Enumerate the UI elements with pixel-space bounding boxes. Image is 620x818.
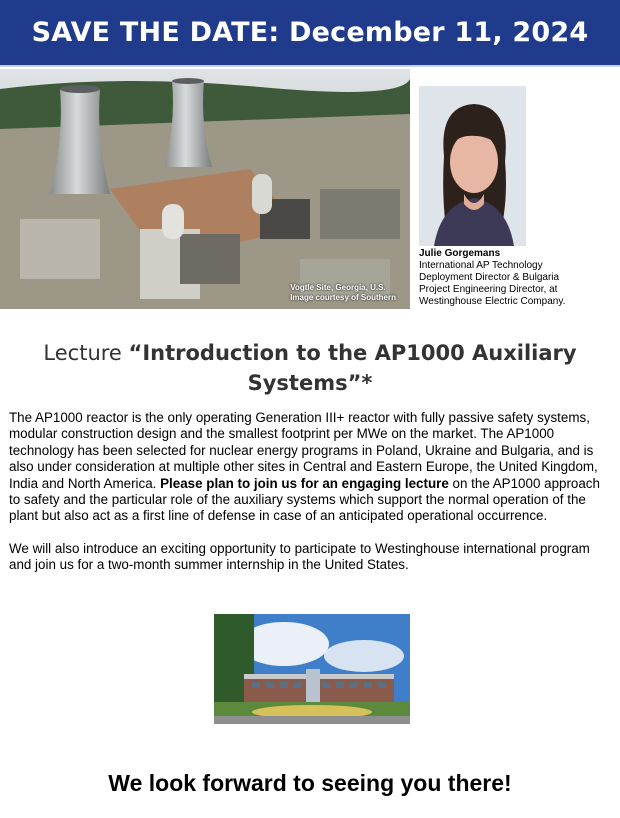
speaker-title-line: Deployment Director & Bulgaria (419, 272, 560, 283)
speaker-info (419, 248, 614, 308)
p1-text-start: The AP1000 reactor is the only operating Generation III+ reactor with fully passive safety systems, modular construction design and the smallest footprint per MWe on the market. The AP1000 technology has been selected for nuclear energy programs in Poland, Ukraine and Bulgaria, and is also under consideration at multiple other sites in Central and Eastern Europe, the United Kingdom, India and North America. (9, 410, 598, 491)
lecture-prefix: Lecture (43, 341, 129, 365)
description-paragraph (9, 410, 613, 525)
p1-call-to-action: Please plan to join us for an engaging lecture (160, 475, 449, 491)
save-the-date-banner (0, 0, 620, 67)
closing-message: We look forward to seeing you there! (108, 770, 512, 796)
lecture-name: “Introduction to the AP1000 Auxiliary Systems”* (128, 341, 577, 395)
speaker-title-line: Project Engineering Director, at (419, 284, 558, 295)
event-description (9, 410, 613, 590)
plant-photo-caption (290, 283, 396, 303)
speaker-title-line: International AP Technology (419, 260, 543, 271)
internship-paragraph: We will also introduce an exciting opportunity to participate to Westinghouse international program and join us for a two-month summer internship in the United States. (9, 540, 590, 573)
headquarters-photo (214, 614, 410, 724)
caption-line-location: Vogtle Site, Georgia, U.S. (290, 283, 386, 292)
speaker-portrait (419, 86, 526, 246)
lecture-title (30, 338, 590, 398)
speaker-portrait-illustration (419, 86, 526, 246)
headquarters-illustration (214, 614, 410, 724)
speaker-title-line: Westinghouse Electric Company. (419, 296, 566, 307)
speaker-name: Julie Gorgemans (419, 248, 501, 259)
banner-title: SAVE THE DATE: December 11, 2024 (31, 17, 589, 48)
plant-illustration (0, 69, 410, 309)
plant-site-photo (0, 69, 410, 309)
p1-text-end: on the AP1000 approach to safety and the particular role of the auxiliary systems which support the normal operation of the plant but also act as a first line of defense in case of an anticipated operational occurrence. (9, 475, 600, 524)
caption-line-credit: Image courtesy of Southern (290, 293, 396, 302)
